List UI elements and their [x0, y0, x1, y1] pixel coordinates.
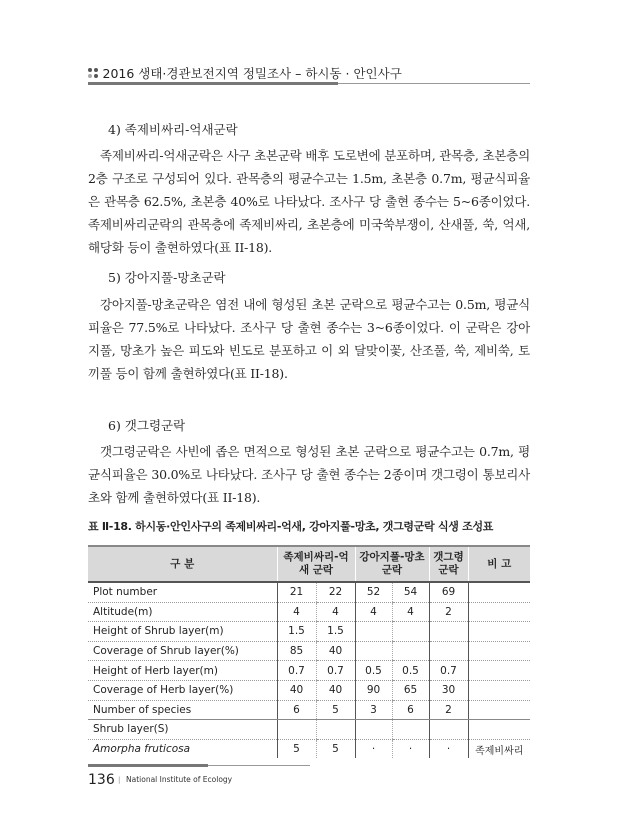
section-heading: 6) 갯그령군락 [108, 418, 186, 433]
row-label: Height of Herb layer(m) [88, 661, 277, 681]
remarks-cell [468, 700, 530, 720]
header-dots-icon [88, 68, 98, 78]
remarks-cell [468, 622, 530, 642]
table-row [88, 641, 530, 661]
value-cell: 52 [355, 582, 392, 602]
value-cell: 1.5 [277, 622, 316, 642]
remarks-cell: 족제비싸리 [468, 739, 530, 758]
value-cell: 65 [392, 680, 429, 700]
header-community: 족제비싸리-억새 군락 [277, 546, 355, 582]
remarks-cell [468, 720, 530, 740]
value-cell: 3 [355, 700, 392, 720]
value-cell: 30 [429, 680, 468, 700]
table-row [88, 720, 530, 740]
remarks-cell [468, 641, 530, 661]
value-cell [316, 720, 355, 740]
section-paragraph: 갯그령군락은 사빈에 좁은 면적으로 형성된 초본 군락으로 평균수고는 0.7m, 평균식피율은 30.0%로 나타났다. 조사구 당 출현 종수는 2종이며 갯그령이 통보리사초와 함께 출현하였다(표 II-18). [88, 444, 530, 505]
row-label: Coverage of Shrub layer(%) [88, 641, 277, 661]
value-cell: 2 [429, 602, 468, 622]
section-paragraph: 강아지풀-망초군락은 염전 내에 형성된 초본 군락으로 평균수고는 0.5m, 평균식피율은 77.5%로 나타났다. 조사구 당 출현 종수는 3~6종이었다. 이 군락은 강아지풀, 망초가 높은 피도와 빈도로 분포하고 이 외 달맞이꽃, 산조풀, 쑥, 제비쑥, 토끼풀 등이 함께 출현하였다(표 II-18). [88, 297, 530, 381]
value-cell [392, 641, 429, 661]
value-cell [429, 641, 468, 661]
value-cell: 0.5 [392, 661, 429, 681]
value-cell: 40 [277, 680, 316, 700]
value-cell: 6 [392, 700, 429, 720]
value-cell: 0.7 [277, 661, 316, 681]
value-cell [355, 720, 392, 740]
remarks-cell [468, 661, 530, 681]
header-rule-thin [338, 83, 530, 84]
header-title: 2016 생태·경관보전지역 정밀조사 – 하시동 · 안인사구 [102, 66, 402, 81]
table-row [88, 680, 530, 700]
value-cell: 5 [316, 700, 355, 720]
table-row [88, 661, 530, 681]
value-cell: 6 [277, 700, 316, 720]
footer-separator: | [118, 776, 121, 784]
remarks-cell [468, 680, 530, 700]
value-cell: 40 [316, 641, 355, 661]
value-cell: 69 [429, 582, 468, 602]
value-cell [355, 641, 392, 661]
table-row [88, 602, 530, 622]
value-cell: 54 [392, 582, 429, 602]
footer-rule-thin [208, 765, 310, 766]
remarks-cell [468, 602, 530, 622]
value-cell: 4 [316, 602, 355, 622]
header-remarks: 비 고 [468, 546, 530, 582]
value-cell: 0.5 [355, 661, 392, 681]
value-cell [392, 622, 429, 642]
value-cell: 85 [277, 641, 316, 661]
value-cell: 90 [355, 680, 392, 700]
header-community: 갯그령 군락 [429, 546, 468, 582]
value-cell: 0.7 [316, 661, 355, 681]
table-row [88, 739, 530, 758]
row-label: Height of Shrub layer(m) [88, 622, 277, 642]
table-row [88, 622, 530, 642]
remarks-cell [468, 582, 530, 602]
header-community: 강아지풀-망초 군락 [355, 546, 429, 582]
value-cell: 1.5 [316, 622, 355, 642]
footer-publisher: National Institute of Ecology [126, 775, 233, 784]
value-cell: · [392, 739, 429, 758]
value-cell: 5 [316, 739, 355, 758]
value-cell: 2 [429, 700, 468, 720]
header-category: 구 분 [88, 546, 277, 582]
value-cell: 40 [316, 680, 355, 700]
section-heading: 5) 강아지풀-망초군락 [108, 270, 226, 285]
row-label: Coverage of Herb layer(%) [88, 680, 277, 700]
header-rule-thick [88, 82, 338, 85]
vegetation-table [88, 545, 530, 758]
row-label: Amorpha fruticosa [93, 743, 191, 756]
row-label: Number of species [88, 700, 277, 720]
row-label: Plot number [88, 582, 277, 602]
value-cell [277, 720, 316, 740]
footer-rule-thick [88, 764, 208, 767]
value-cell: 22 [316, 582, 355, 602]
section-heading: 4) 족제비싸리-억새군락 [108, 122, 238, 137]
page-number: 136 [88, 772, 115, 788]
value-cell [392, 720, 429, 740]
value-cell: 4 [355, 602, 392, 622]
table-row [88, 582, 530, 602]
value-cell: 5 [277, 739, 316, 758]
row-label: Altitude(m) [88, 602, 277, 622]
value-cell [355, 622, 392, 642]
value-cell [429, 720, 468, 740]
value-cell: · [355, 739, 392, 758]
value-cell: 0.7 [429, 661, 468, 681]
value-cell: 4 [392, 602, 429, 622]
value-cell: · [429, 739, 468, 758]
running-header [88, 64, 402, 82]
section-paragraph: 족제비싸리-억새군락은 사구 초본군락 배후 도로변에 분포하며, 관목층, 초본층의 2층 구조로 구성되어 있다. 관목층의 평균수고는 1.5m, 초본층 0.7m, 평균식피율은 관목층 62.5%, 초본층 40%로 나타났다. 조사구 당 출현 종수는 5~6종이었다. 족제비싸리군락의 관목층에 족제비싸리, 초본층에 미국쑥부쟁이, 산새풀, 쑥, 억새, 해당화 등이 출현하였다(표 II-18). [88, 148, 530, 255]
row-label: Shrub layer(S) [88, 720, 277, 740]
value-cell: 4 [277, 602, 316, 622]
value-cell: 21 [277, 582, 316, 602]
table-caption: 표 Ⅱ-18. 하시동·안인사구의 족제비싸리-억새, 강아지풀-망초, 갯그령군락 식생 조성표 [88, 520, 494, 533]
table-row [88, 700, 530, 720]
value-cell [429, 622, 468, 642]
